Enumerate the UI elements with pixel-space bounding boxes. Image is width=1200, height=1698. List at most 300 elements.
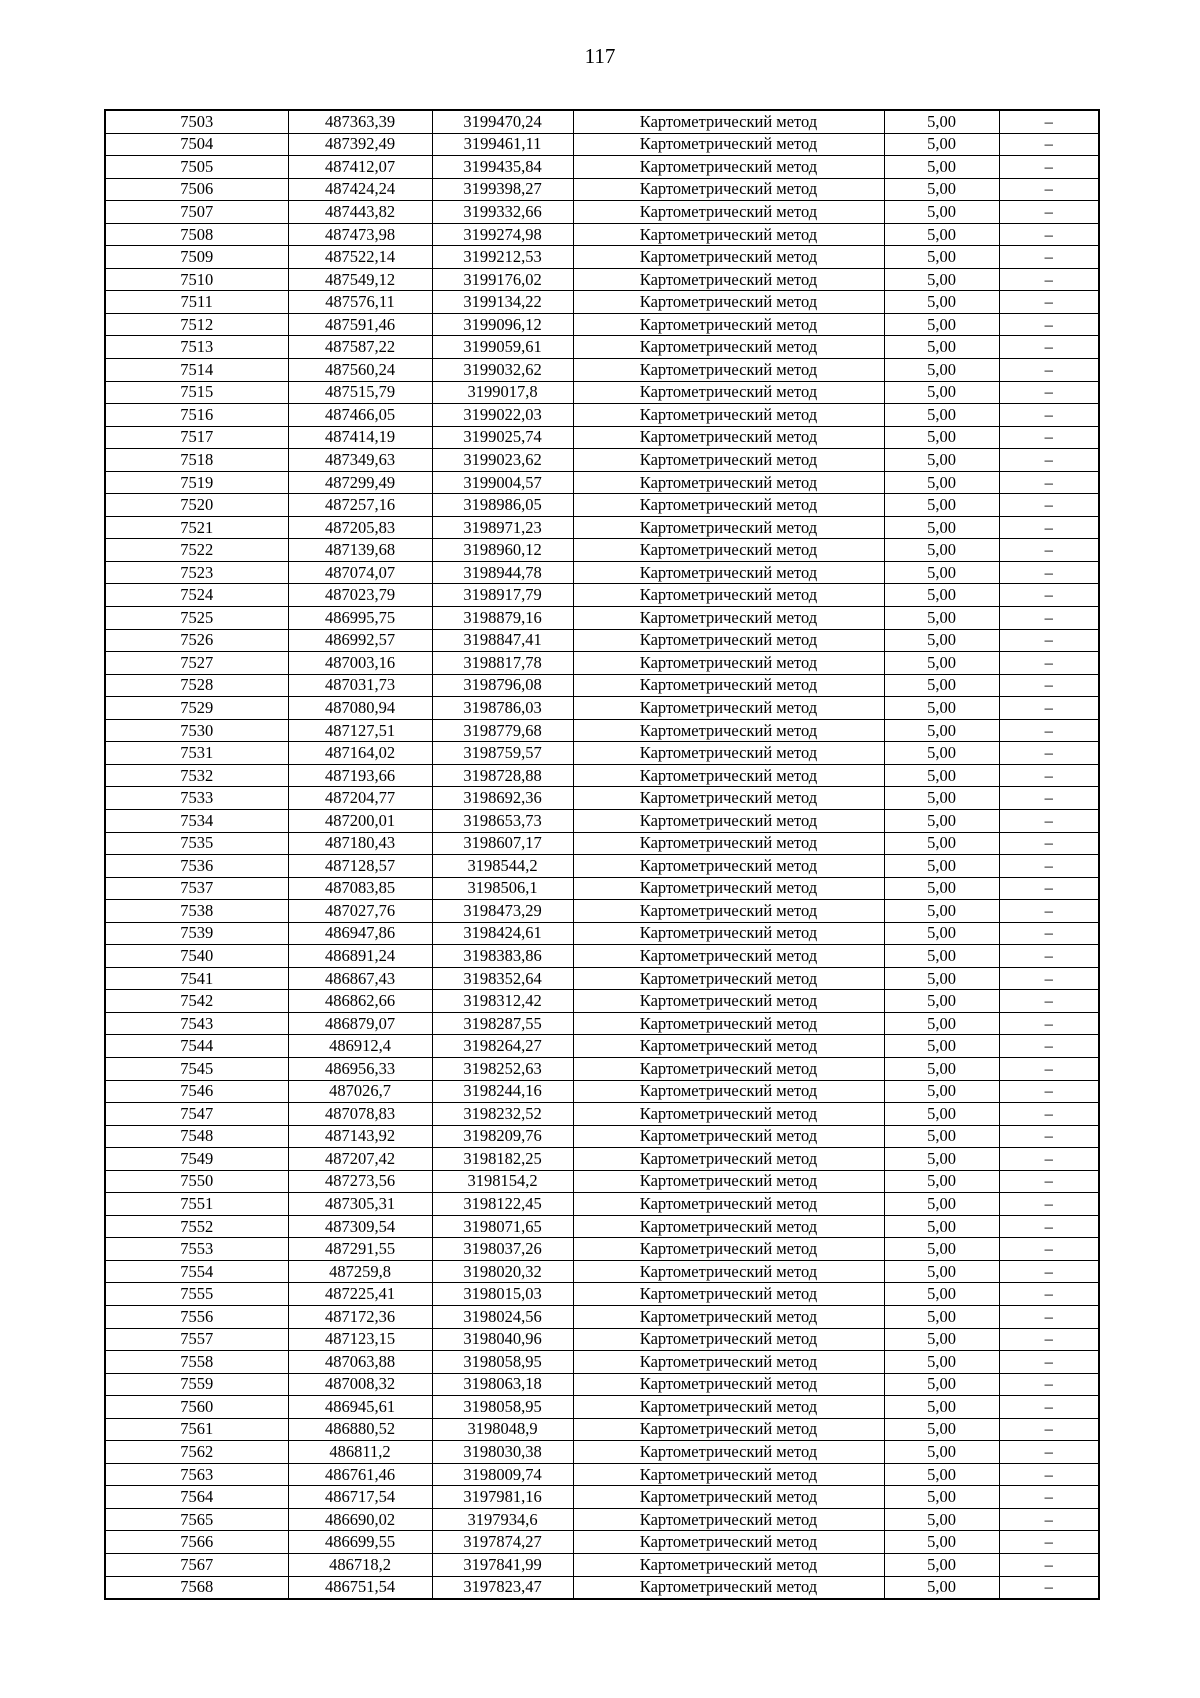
x-coordinate-cell: 487008,32: [288, 1373, 432, 1396]
accuracy-cell: 5,00: [884, 1125, 999, 1148]
method-cell: Картометрический метод: [573, 1148, 884, 1171]
description-cell: –: [999, 516, 1099, 539]
y-coordinate-cell: 3198817,78: [432, 652, 573, 675]
point-number-cell: 7542: [105, 990, 288, 1013]
accuracy-cell: 5,00: [884, 764, 999, 787]
point-number-cell: 7562: [105, 1441, 288, 1464]
x-coordinate-cell: 487031,73: [288, 674, 432, 697]
x-coordinate-cell: 486811,2: [288, 1441, 432, 1464]
table-row: [105, 178, 1099, 201]
method-cell: Картометрический метод: [573, 359, 884, 382]
y-coordinate-cell: 3198071,65: [432, 1215, 573, 1238]
y-coordinate-cell: 3198879,16: [432, 607, 573, 630]
x-coordinate-cell: 487193,66: [288, 764, 432, 787]
method-cell: Картометрический метод: [573, 561, 884, 584]
y-coordinate-cell: 3199461,11: [432, 133, 573, 156]
method-cell: Картометрический метод: [573, 516, 884, 539]
y-coordinate-cell: 3199274,98: [432, 223, 573, 246]
accuracy-cell: 5,00: [884, 471, 999, 494]
accuracy-cell: 5,00: [884, 156, 999, 179]
y-coordinate-cell: 3199004,57: [432, 471, 573, 494]
x-coordinate-cell: 486690,02: [288, 1508, 432, 1531]
accuracy-cell: 5,00: [884, 404, 999, 427]
x-coordinate-cell: 487123,15: [288, 1328, 432, 1351]
x-coordinate-cell: 487414,19: [288, 426, 432, 449]
method-cell: Картометрический метод: [573, 1486, 884, 1509]
table-row: [105, 1148, 1099, 1171]
y-coordinate-cell: 3199059,61: [432, 336, 573, 359]
point-number-cell: 7565: [105, 1508, 288, 1531]
y-coordinate-cell: 3198209,76: [432, 1125, 573, 1148]
point-number-cell: 7546: [105, 1080, 288, 1103]
point-number-cell: 7514: [105, 359, 288, 382]
method-cell: Картометрический метод: [573, 719, 884, 742]
point-number-cell: 7507: [105, 201, 288, 224]
accuracy-cell: 5,00: [884, 1373, 999, 1396]
description-cell: –: [999, 607, 1099, 630]
description-cell: –: [999, 1508, 1099, 1531]
point-number-cell: 7566: [105, 1531, 288, 1554]
table-row: [105, 1193, 1099, 1216]
y-coordinate-cell: 3198030,38: [432, 1441, 573, 1464]
point-number-cell: 7567: [105, 1554, 288, 1577]
x-coordinate-cell: 486995,75: [288, 607, 432, 630]
y-coordinate-cell: 3199332,66: [432, 201, 573, 224]
x-coordinate-cell: 487349,63: [288, 449, 432, 472]
table-row: [105, 246, 1099, 269]
description-cell: –: [999, 110, 1099, 133]
description-cell: –: [999, 1125, 1099, 1148]
method-cell: Картометрический метод: [573, 809, 884, 832]
table-row: [105, 832, 1099, 855]
table-row: [105, 900, 1099, 923]
y-coordinate-cell: 3198692,36: [432, 787, 573, 810]
y-coordinate-cell: 3198759,57: [432, 742, 573, 765]
y-coordinate-cell: 3198796,08: [432, 674, 573, 697]
x-coordinate-cell: 487128,57: [288, 855, 432, 878]
method-cell: Картометрический метод: [573, 1508, 884, 1531]
table-row: [105, 945, 1099, 968]
description-cell: –: [999, 900, 1099, 923]
description-cell: –: [999, 877, 1099, 900]
table-row: [105, 1418, 1099, 1441]
x-coordinate-cell: 487127,51: [288, 719, 432, 742]
table-row: [105, 697, 1099, 720]
description-cell: –: [999, 1238, 1099, 1261]
accuracy-cell: 5,00: [884, 268, 999, 291]
method-cell: Картометрический метод: [573, 742, 884, 765]
description-cell: –: [999, 787, 1099, 810]
point-number-cell: 7547: [105, 1103, 288, 1126]
description-cell: –: [999, 1215, 1099, 1238]
y-coordinate-cell: 3198287,55: [432, 1012, 573, 1035]
point-number-cell: 7512: [105, 313, 288, 336]
y-coordinate-cell: 3198944,78: [432, 561, 573, 584]
description-cell: –: [999, 697, 1099, 720]
point-number-cell: 7532: [105, 764, 288, 787]
method-cell: Картометрический метод: [573, 1057, 884, 1080]
table-row: [105, 110, 1099, 133]
description-cell: –: [999, 1057, 1099, 1080]
description-cell: –: [999, 561, 1099, 584]
method-cell: Картометрический метод: [573, 832, 884, 855]
table-row: [105, 1283, 1099, 1306]
table-row: [105, 584, 1099, 607]
x-coordinate-cell: 487412,07: [288, 156, 432, 179]
method-cell: Картометрический метод: [573, 1305, 884, 1328]
accuracy-cell: 5,00: [884, 922, 999, 945]
y-coordinate-cell: 3198009,74: [432, 1463, 573, 1486]
description-cell: –: [999, 1351, 1099, 1374]
point-number-cell: 7538: [105, 900, 288, 923]
x-coordinate-cell: 486717,54: [288, 1486, 432, 1509]
description-cell: –: [999, 990, 1099, 1013]
method-cell: Картометрический метод: [573, 607, 884, 630]
x-coordinate-cell: 487164,02: [288, 742, 432, 765]
method-cell: Картометрический метод: [573, 1170, 884, 1193]
x-coordinate-cell: 487205,83: [288, 516, 432, 539]
accuracy-cell: 5,00: [884, 133, 999, 156]
y-coordinate-cell: 3198960,12: [432, 539, 573, 562]
point-number-cell: 7505: [105, 156, 288, 179]
table-row: [105, 1170, 1099, 1193]
accuracy-cell: 5,00: [884, 629, 999, 652]
method-cell: Картометрический метод: [573, 1080, 884, 1103]
table-row: [105, 1238, 1099, 1261]
x-coordinate-cell: 487466,05: [288, 404, 432, 427]
point-number-cell: 7552: [105, 1215, 288, 1238]
table-row: [105, 1260, 1099, 1283]
table-row: [105, 1125, 1099, 1148]
x-coordinate-cell: 486947,86: [288, 922, 432, 945]
method-cell: Картометрический метод: [573, 1554, 884, 1577]
table-row: [105, 1508, 1099, 1531]
table-row: [105, 404, 1099, 427]
accuracy-cell: 5,00: [884, 1576, 999, 1599]
x-coordinate-cell: 487080,94: [288, 697, 432, 720]
y-coordinate-cell: 3198252,63: [432, 1057, 573, 1080]
y-coordinate-cell: 3198728,88: [432, 764, 573, 787]
y-coordinate-cell: 3198122,45: [432, 1193, 573, 1216]
accuracy-cell: 5,00: [884, 449, 999, 472]
y-coordinate-cell: 3198383,86: [432, 945, 573, 968]
accuracy-cell: 5,00: [884, 539, 999, 562]
x-coordinate-cell: 486699,55: [288, 1531, 432, 1554]
point-number-cell: 7523: [105, 561, 288, 584]
y-coordinate-cell: 3198244,16: [432, 1080, 573, 1103]
accuracy-cell: 5,00: [884, 809, 999, 832]
method-cell: Картометрический метод: [573, 674, 884, 697]
y-coordinate-cell: 3198786,03: [432, 697, 573, 720]
description-cell: –: [999, 1576, 1099, 1599]
method-cell: Картометрический метод: [573, 1576, 884, 1599]
description-cell: –: [999, 832, 1099, 855]
table-row: [105, 629, 1099, 652]
table-row: [105, 674, 1099, 697]
method-cell: Картометрический метод: [573, 1373, 884, 1396]
accuracy-cell: 5,00: [884, 584, 999, 607]
accuracy-cell: 5,00: [884, 832, 999, 855]
x-coordinate-cell: 486862,66: [288, 990, 432, 1013]
method-cell: Картометрический метод: [573, 291, 884, 314]
table-row: [105, 223, 1099, 246]
point-number-cell: 7508: [105, 223, 288, 246]
method-cell: Картометрический метод: [573, 629, 884, 652]
method-cell: Картометрический метод: [573, 494, 884, 517]
description-cell: –: [999, 1486, 1099, 1509]
description-cell: –: [999, 764, 1099, 787]
y-coordinate-cell: 3199022,03: [432, 404, 573, 427]
point-number-cell: 7527: [105, 652, 288, 675]
description-cell: –: [999, 178, 1099, 201]
accuracy-cell: 5,00: [884, 223, 999, 246]
point-number-cell: 7559: [105, 1373, 288, 1396]
accuracy-cell: 5,00: [884, 1260, 999, 1283]
method-cell: Картометрический метод: [573, 900, 884, 923]
accuracy-cell: 5,00: [884, 1012, 999, 1035]
point-number-cell: 7529: [105, 697, 288, 720]
point-number-cell: 7506: [105, 178, 288, 201]
y-coordinate-cell: 3199398,27: [432, 178, 573, 201]
method-cell: Картометрический метод: [573, 1283, 884, 1306]
point-number-cell: 7540: [105, 945, 288, 968]
table-row: [105, 607, 1099, 630]
method-cell: Картометрический метод: [573, 246, 884, 269]
table-row: [105, 381, 1099, 404]
point-number-cell: 7524: [105, 584, 288, 607]
y-coordinate-cell: 3199435,84: [432, 156, 573, 179]
accuracy-cell: 5,00: [884, 1103, 999, 1126]
y-coordinate-cell: 3199017,8: [432, 381, 573, 404]
method-cell: Картометрический метод: [573, 584, 884, 607]
point-number-cell: 7513: [105, 336, 288, 359]
accuracy-cell: 5,00: [884, 561, 999, 584]
table-row: [105, 855, 1099, 878]
table-row: [105, 516, 1099, 539]
point-number-cell: 7536: [105, 855, 288, 878]
method-cell: Картометрический метод: [573, 1328, 884, 1351]
description-cell: –: [999, 1103, 1099, 1126]
accuracy-cell: 5,00: [884, 359, 999, 382]
method-cell: Картометрический метод: [573, 1441, 884, 1464]
point-number-cell: 7544: [105, 1035, 288, 1058]
y-coordinate-cell: 3198058,95: [432, 1396, 573, 1419]
method-cell: Картометрический метод: [573, 1238, 884, 1261]
x-coordinate-cell: 486956,33: [288, 1057, 432, 1080]
y-coordinate-cell: 3198653,73: [432, 809, 573, 832]
table-row: [105, 1554, 1099, 1577]
x-coordinate-cell: 487003,16: [288, 652, 432, 675]
accuracy-cell: 5,00: [884, 178, 999, 201]
method-cell: Картометрический метод: [573, 697, 884, 720]
table-row: [105, 359, 1099, 382]
method-cell: Картометрический метод: [573, 1035, 884, 1058]
method-cell: Картометрический метод: [573, 539, 884, 562]
point-number-cell: 7520: [105, 494, 288, 517]
x-coordinate-cell: 487560,24: [288, 359, 432, 382]
y-coordinate-cell: 3199032,62: [432, 359, 573, 382]
method-cell: Картометрический метод: [573, 336, 884, 359]
x-coordinate-cell: 487363,39: [288, 110, 432, 133]
accuracy-cell: 5,00: [884, 855, 999, 878]
point-number-cell: 7555: [105, 1283, 288, 1306]
point-number-cell: 7548: [105, 1125, 288, 1148]
table-row: [105, 1328, 1099, 1351]
accuracy-cell: 5,00: [884, 1170, 999, 1193]
accuracy-cell: 5,00: [884, 742, 999, 765]
method-cell: Картометрический метод: [573, 1125, 884, 1148]
point-number-cell: 7525: [105, 607, 288, 630]
accuracy-cell: 5,00: [884, 246, 999, 269]
x-coordinate-cell: 487273,56: [288, 1170, 432, 1193]
description-cell: –: [999, 1418, 1099, 1441]
table-row: [105, 313, 1099, 336]
table-row: [105, 719, 1099, 742]
description-cell: –: [999, 471, 1099, 494]
method-cell: Картометрический метод: [573, 945, 884, 968]
description-cell: –: [999, 1035, 1099, 1058]
point-number-cell: 7541: [105, 967, 288, 990]
accuracy-cell: 5,00: [884, 494, 999, 517]
point-number-cell: 7543: [105, 1012, 288, 1035]
y-coordinate-cell: 3198040,96: [432, 1328, 573, 1351]
table-row: [105, 471, 1099, 494]
table-row: [105, 877, 1099, 900]
x-coordinate-cell: 486945,61: [288, 1396, 432, 1419]
table-row: [105, 1576, 1099, 1599]
method-cell: Картометрический метод: [573, 1012, 884, 1035]
description-cell: –: [999, 922, 1099, 945]
table-row: [105, 561, 1099, 584]
x-coordinate-cell: 487591,46: [288, 313, 432, 336]
description-cell: –: [999, 584, 1099, 607]
description-cell: –: [999, 1373, 1099, 1396]
point-number-cell: 7515: [105, 381, 288, 404]
table-row: [105, 1463, 1099, 1486]
y-coordinate-cell: 3199025,74: [432, 426, 573, 449]
method-cell: Картометрический метод: [573, 471, 884, 494]
description-cell: –: [999, 246, 1099, 269]
y-coordinate-cell: 3198024,56: [432, 1305, 573, 1328]
x-coordinate-cell: 486912,4: [288, 1035, 432, 1058]
table-row: [105, 742, 1099, 765]
point-number-cell: 7534: [105, 809, 288, 832]
y-coordinate-cell: 3198473,29: [432, 900, 573, 923]
method-cell: Картометрический метод: [573, 1260, 884, 1283]
y-coordinate-cell: 3199023,62: [432, 449, 573, 472]
method-cell: Картометрический метод: [573, 1396, 884, 1419]
table-row: [105, 449, 1099, 472]
point-number-cell: 7531: [105, 742, 288, 765]
table-row: [105, 291, 1099, 314]
method-cell: Картометрический метод: [573, 156, 884, 179]
x-coordinate-cell: 487443,82: [288, 201, 432, 224]
y-coordinate-cell: 3197874,27: [432, 1531, 573, 1554]
method-cell: Картометрический метод: [573, 1351, 884, 1374]
table-row: [105, 1215, 1099, 1238]
table-row: [105, 922, 1099, 945]
y-coordinate-cell: 3198058,95: [432, 1351, 573, 1374]
point-number-cell: 7528: [105, 674, 288, 697]
method-cell: Картометрический метод: [573, 426, 884, 449]
x-coordinate-cell: 487225,41: [288, 1283, 432, 1306]
description-cell: –: [999, 201, 1099, 224]
x-coordinate-cell: 487023,79: [288, 584, 432, 607]
y-coordinate-cell: 3198607,17: [432, 832, 573, 855]
y-coordinate-cell: 3198312,42: [432, 990, 573, 1013]
x-coordinate-cell: 487549,12: [288, 268, 432, 291]
y-coordinate-cell: 3198779,68: [432, 719, 573, 742]
table-row: [105, 967, 1099, 990]
point-number-cell: 7557: [105, 1328, 288, 1351]
point-number-cell: 7521: [105, 516, 288, 539]
y-coordinate-cell: 3199176,02: [432, 268, 573, 291]
accuracy-cell: 5,00: [884, 1441, 999, 1464]
description-cell: –: [999, 1328, 1099, 1351]
point-number-cell: 7530: [105, 719, 288, 742]
description-cell: –: [999, 381, 1099, 404]
table-row: [105, 1396, 1099, 1419]
point-number-cell: 7526: [105, 629, 288, 652]
description-cell: –: [999, 674, 1099, 697]
x-coordinate-cell: 487063,88: [288, 1351, 432, 1374]
method-cell: Картометрический метод: [573, 990, 884, 1013]
point-number-cell: 7549: [105, 1148, 288, 1171]
point-number-cell: 7556: [105, 1305, 288, 1328]
accuracy-cell: 5,00: [884, 1554, 999, 1577]
accuracy-cell: 5,00: [884, 1463, 999, 1486]
x-coordinate-cell: 487392,49: [288, 133, 432, 156]
description-cell: –: [999, 1012, 1099, 1035]
description-cell: –: [999, 426, 1099, 449]
point-number-cell: 7554: [105, 1260, 288, 1283]
accuracy-cell: 5,00: [884, 945, 999, 968]
x-coordinate-cell: 486880,52: [288, 1418, 432, 1441]
x-coordinate-cell: 487078,83: [288, 1103, 432, 1126]
point-number-cell: 7550: [105, 1170, 288, 1193]
point-number-cell: 7553: [105, 1238, 288, 1261]
accuracy-cell: 5,00: [884, 1238, 999, 1261]
method-cell: Картометрический метод: [573, 922, 884, 945]
accuracy-cell: 5,00: [884, 1057, 999, 1080]
x-coordinate-cell: 487027,76: [288, 900, 432, 923]
table-row: [105, 156, 1099, 179]
y-coordinate-cell: 3198037,26: [432, 1238, 573, 1261]
y-coordinate-cell: 3197981,16: [432, 1486, 573, 1509]
method-cell: Картометрический метод: [573, 652, 884, 675]
point-number-cell: 7517: [105, 426, 288, 449]
description-cell: –: [999, 313, 1099, 336]
description-cell: –: [999, 809, 1099, 832]
description-cell: –: [999, 291, 1099, 314]
table-row: [105, 990, 1099, 1013]
accuracy-cell: 5,00: [884, 201, 999, 224]
x-coordinate-cell: 486879,07: [288, 1012, 432, 1035]
table-row: [105, 268, 1099, 291]
table-row: [105, 787, 1099, 810]
point-number-cell: 7539: [105, 922, 288, 945]
point-number-cell: 7558: [105, 1351, 288, 1374]
point-number-cell: 7518: [105, 449, 288, 472]
y-coordinate-cell: 3198063,18: [432, 1373, 573, 1396]
table-row: [105, 1035, 1099, 1058]
x-coordinate-cell: 487259,8: [288, 1260, 432, 1283]
point-number-cell: 7568: [105, 1576, 288, 1599]
description-cell: –: [999, 133, 1099, 156]
table-row: [105, 1486, 1099, 1509]
x-coordinate-cell: 487522,14: [288, 246, 432, 269]
accuracy-cell: 5,00: [884, 516, 999, 539]
